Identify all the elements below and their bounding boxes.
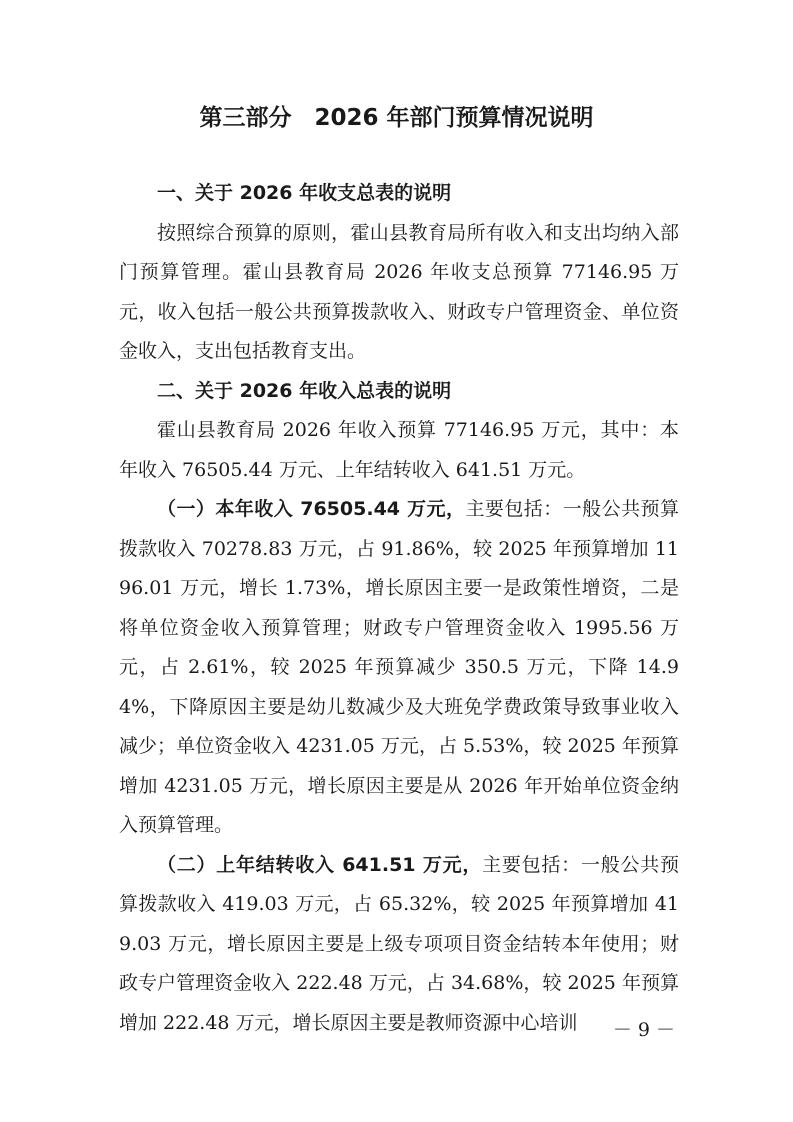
page-number: － 9 － xyxy=(612,1019,675,1041)
document-body xyxy=(119,174,679,1043)
current-year-income-text: 主要包括：一般公共预算拨款收入 70278.83 万元，占 91.86%，较 2025 年预算增加 1196.01 万元，增长 1.73%，增长原因主要一是政策性增资，二是将单位资金收入预算管理；财政专户管理资金收入 1995.56 万元，占 2.61%，较 2025 年预算减少 350.5 万元，下降 14.94%，下降原因主要是幼儿数减少及大班免学费政策导致事业收入减少；单位资金收入 4231.05 万元，占 5.53%，较 2025 年预算增加 4231.05 万元，增长原因主要是从 2026 年开始单位资金纳入预算管理。 xyxy=(119,498,679,836)
paragraph-section-2-intro: 霍山县教育局 2026 年收入预算 77146.95 万元，其中：本年收入 76505.44 万元、上年结转收入 641.51 万元。 xyxy=(119,419,679,481)
paragraph-carryover-income xyxy=(119,846,679,1044)
page-title: 第三部分 2026 年部门预算情况说明 xyxy=(199,105,594,131)
current-year-income-lead: （一）本年收入 76505.44 万元， xyxy=(157,498,466,520)
carryover-income-lead: （二）上年结转收入 641.51 万元， xyxy=(157,853,483,876)
section-heading-2: 二、关于 2026 年收入总表的说明 xyxy=(157,379,452,402)
paragraph-current-year-income xyxy=(119,490,679,846)
carryover-income-text: 主要包括：一般公共预算拨款收入 419.03 万元，占 65.32%，较 2025 年预算增加 419.03 万元，增长原因主要是上级专项项目资金结转本年使用；财政专户管理资金收入 222.48 万元，占 34.68%，较 2025 年预算增加 222.48 万元，增长原因主要是教师资源中心培训 xyxy=(119,853,679,1034)
section-heading-1: 一、关于 2026 年收支总表的说明 xyxy=(157,182,452,204)
paragraph-section-1: 按照综合预算的原则，霍山县教育局所有收入和支出均纳入部门预算管理。霍山县教育局 2026 年收支总预算 77146.95 万元，收入包括一般公共预算拨款收入、财政专户管理资金、单位资金收入，支出包括教育支出。 xyxy=(119,221,679,362)
